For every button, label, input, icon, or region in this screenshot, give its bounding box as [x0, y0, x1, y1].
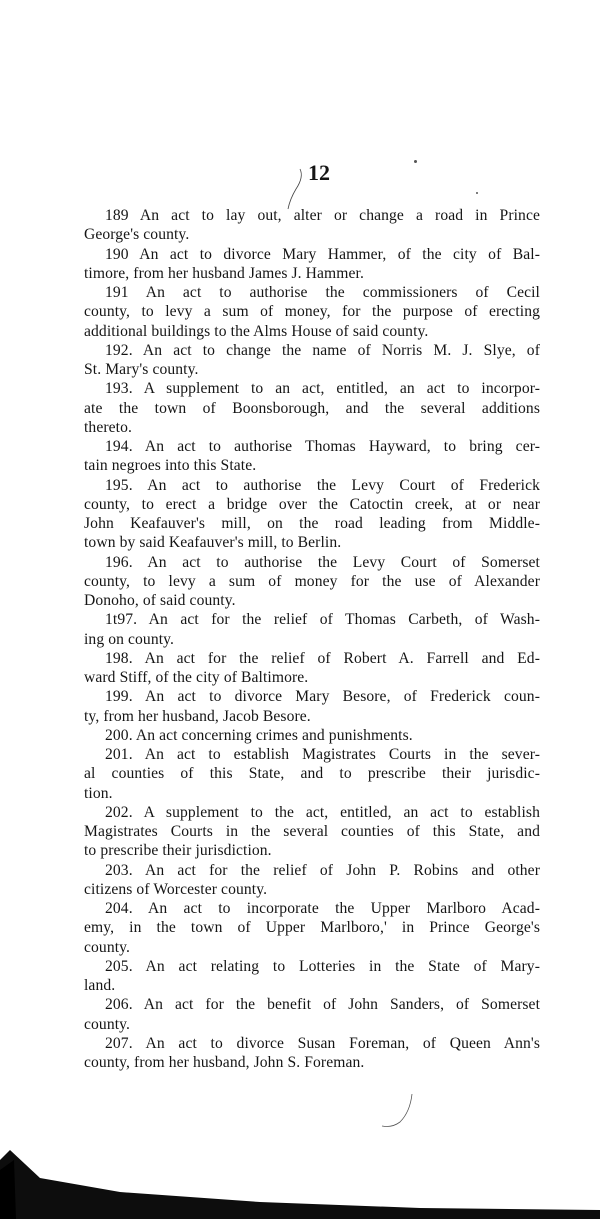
act-line: timore, from her husband James J. Hammer.	[84, 264, 364, 282]
act-line: 196. An act to authorise the Levy Court of Somerset	[105, 553, 540, 571]
act-entry	[84, 437, 540, 476]
act-entry	[84, 341, 540, 380]
act-entry	[84, 861, 540, 900]
act-line: 206. An act for the benefit of John Sanders, of Somerset	[105, 996, 540, 1014]
act-line: 194. An act to authorise Thomas Hayward, to bring cer-	[105, 438, 540, 455]
act-entry	[84, 1034, 540, 1073]
act-line: 205. An act relating to Lotteries in the State of Mary-	[105, 957, 540, 975]
act-line: al counties of this State, and to prescribe their jurisdic-	[84, 765, 540, 783]
act-line: 191 An act to authorise the commissioners of Cecil	[105, 284, 540, 301]
pen-mark	[380, 1090, 430, 1135]
act-line: citizens of Worcester county.	[84, 880, 268, 898]
act-entry	[84, 899, 540, 957]
act-line: 193. A supplement to an act, entitled, an act to incorpor-	[105, 380, 540, 398]
act-line: 195. An act to authorise the Levy Court of Frederick	[105, 476, 540, 494]
act-entry	[84, 649, 540, 688]
act-entry	[84, 379, 540, 437]
act-line: 204. An act to incorporate the Upper Marlboro Acad-	[105, 900, 540, 917]
act-line: to prescribe their jurisdiction.	[84, 842, 272, 860]
act-line: 202. A supplement to the act, entitled, an act to establish	[105, 803, 540, 821]
scan-edge-shadow	[0, 1140, 600, 1219]
act-line: emy, in the town of Upper Marlboro,' in Prince George's	[84, 919, 540, 937]
acts-list	[84, 206, 540, 1072]
act-line: county, from her husband, John S. Foreman.	[84, 1054, 365, 1071]
act-line: town by said Keafauver's mill, to Berlin.	[84, 534, 342, 552]
act-line: Donoho, of said county.	[84, 592, 236, 609]
act-line: St. Mary's county.	[84, 361, 199, 378]
act-entry	[84, 957, 540, 996]
act-entry	[84, 245, 540, 284]
act-entry	[84, 745, 540, 803]
act-entry	[84, 726, 540, 745]
act-line: 192. An act to change the name of Norris M. J. Slye, of	[105, 341, 540, 359]
act-entry	[84, 995, 540, 1034]
act-entry	[84, 803, 540, 861]
act-line: 189 An act to lay out, alter or change a road in Prince	[105, 207, 540, 224]
act-line: ing on county.	[84, 630, 175, 648]
act-line: ward Stiff, of the city of Baltimore.	[84, 669, 309, 686]
act-line: county, to erect a bridge over the Catoctin creek, at or near	[84, 495, 540, 513]
act-line: tain negroes into this State.	[84, 457, 257, 475]
act-line: 203. An act for the relief of John P. Robins and other	[105, 861, 540, 879]
act-line: county, to levy a sum of money for the use of Alexander	[84, 572, 540, 590]
ink-speck	[414, 160, 417, 163]
act-entry	[84, 283, 540, 341]
act-line: John Keafauver's mill, on the road leading from Middle-	[84, 515, 540, 532]
act-entry	[84, 476, 540, 553]
ink-speck	[476, 192, 478, 194]
act-line: county, to levy a sum of money, for the purpose of erecting	[84, 303, 540, 321]
act-line: 201. An act to establish Magistrates Courts in the sever-	[105, 746, 540, 763]
act-line: George's county.	[84, 226, 190, 244]
act-line: 1t97. An act for the relief of Thomas Carbeth, of Wash-	[105, 611, 540, 629]
act-entry	[84, 610, 540, 649]
act-line: Magistrates Courts in the several counties of this State, and	[84, 823, 540, 840]
act-line: 190 An act to divorce Mary Hammer, of the city of Bal-	[105, 245, 540, 263]
act-line: 199. An act to divorce Mary Besore, of Frederick coun-	[105, 688, 540, 706]
act-line: 198. An act for the relief of Robert A. Farrell and Ed-	[105, 649, 540, 667]
act-line: 207. An act to divorce Susan Foreman, of Queen Ann's	[105, 1034, 540, 1052]
act-entry	[84, 687, 540, 726]
act-line: thereto.	[84, 418, 132, 436]
act-entry	[84, 553, 540, 611]
act-line: land.	[84, 977, 116, 994]
act-line: county.	[84, 1015, 131, 1033]
act-line: ty, from her husband, Jacob Besore.	[84, 707, 311, 725]
page-number: 12	[308, 160, 330, 185]
act-line: 200. An act concerning crimes and punishments.	[105, 726, 413, 744]
act-line: additional buildings to the Alms House of said county.	[84, 322, 429, 340]
act-line: county.	[84, 938, 131, 956]
act-entry	[84, 206, 540, 245]
act-line: ate the town of Boonsborough, and the several additions	[84, 399, 540, 417]
act-line: tion.	[84, 784, 113, 802]
